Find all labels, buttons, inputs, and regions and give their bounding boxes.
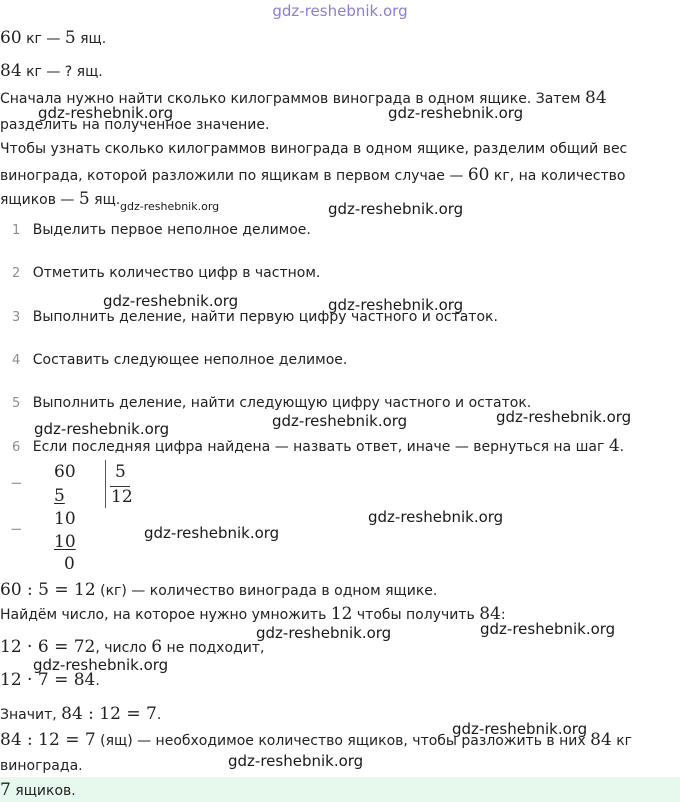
math-expression: 12 · 6 = 72 — [0, 637, 96, 657]
watermark: gdz-reshebnik.org — [496, 408, 632, 426]
watermark: gdz-reshebnik.org — [272, 412, 408, 430]
text: , число — [95, 640, 152, 656]
step-number: 1 — [12, 223, 21, 238]
minus-sign: − — [10, 474, 23, 492]
text: ящиков — — [0, 192, 79, 208]
minus-sign: − — [10, 520, 23, 538]
watermark: gdz-reshebnik.org — [328, 200, 464, 218]
text: кг — ? ящ. — [21, 64, 103, 80]
divisor: 5 — [115, 462, 126, 482]
math-num: 5 — [78, 189, 90, 209]
text: кг, на количество — [489, 168, 626, 184]
step-number: 2 — [12, 266, 21, 281]
text: . — [95, 673, 100, 689]
watermark: gdz-reshebnik.org — [33, 656, 169, 674]
watermark: gdz-reshebnik.org — [120, 200, 220, 213]
watermark: gdz-reshebnik.org — [452, 720, 588, 738]
therefore-line — [0, 704, 161, 724]
remainder-1: 10 — [54, 509, 76, 529]
math-num: 5 — [64, 28, 76, 48]
step-6 — [12, 436, 624, 456]
dividend: 60 — [54, 462, 76, 482]
math-num: 84 — [0, 61, 22, 81]
math-num: 4 — [608, 436, 620, 456]
paragraph-2-line-1: Чтобы узнать сколько килограммов винограда в одном ящике, разделим общий вес — [0, 141, 628, 157]
watermark: gdz-reshebnik.org — [388, 104, 524, 122]
step-text: Отметить количество цифр в частном. — [32, 265, 321, 281]
math-expression: 84 : 12 = 7 — [0, 730, 96, 750]
math-expression: 84 : 12 = 7 — [61, 704, 157, 724]
step-text: Составить следующее неполное делимое. — [32, 352, 348, 368]
watermark: gdz-reshebnik.org — [34, 420, 170, 438]
watermark: gdz-reshebnik.org — [256, 624, 392, 642]
quotient: 12 — [111, 487, 133, 507]
step-1 — [12, 222, 311, 238]
math-expression: 12 · 7 = 84 — [0, 670, 96, 690]
step-number: 3 — [12, 310, 21, 325]
step-5 — [12, 395, 531, 411]
math-num: 6 — [151, 637, 163, 657]
text: ящиков. — [10, 783, 76, 799]
math-expression: 60 : 5 = 12 — [0, 580, 96, 600]
watermark: gdz-reshebnik.org — [103, 292, 239, 310]
step-text: Если последняя цифра найдена — назвать ответ, иначе — вернуться на шаг — [32, 439, 609, 455]
step-number: 4 — [12, 353, 21, 368]
watermark: gdz-reshebnik.org — [228, 752, 364, 770]
watermark: gdz-reshebnik.org — [38, 104, 174, 122]
text: ящ. — [75, 31, 107, 47]
text: Значит, — [0, 707, 62, 723]
text: Сначала нужно найти сколько килограммов винограда в одном ящике. Затем — [0, 91, 586, 107]
text: винограда, которой разложили по ящикам в первом случае — — [0, 168, 468, 184]
math-num: 60 — [0, 28, 22, 48]
paragraph-2-line-3 — [0, 189, 120, 209]
step-text: Выполнить деление, найти следующую цифру частного и остаток. — [32, 395, 532, 411]
step-text: Выполнить деление, найти первую цифру частного и остаток. — [32, 309, 498, 325]
text: . — [619, 439, 625, 455]
step-2 — [12, 265, 320, 281]
text: кг — [611, 733, 633, 749]
text: Найдём число, на которое нужно умножить — [0, 607, 331, 623]
math-num: 84 — [479, 604, 501, 624]
text: (ящ) — необходимое количество ящиков, чтобы разложить в них — [95, 733, 591, 749]
text: чтобы получить — [352, 607, 480, 623]
subtrahend-1: 5 — [54, 486, 65, 506]
step-text: Выделить первое неполное делимое. — [32, 222, 311, 238]
paragraph-2-line-2 — [0, 165, 625, 185]
step-number: 5 — [12, 396, 21, 411]
find-number-text — [0, 604, 506, 624]
text: (кг) — количество винограда в одном ящике. — [95, 583, 438, 599]
paragraph-1-line-2: разделить на полученное значение. — [0, 117, 270, 133]
header-watermark[interactable]: gdz-reshebnik.org — [272, 2, 408, 20]
watermark: gdz-reshebnik.org — [144, 524, 280, 542]
step-number: 6 — [12, 440, 21, 455]
math-num: 12 — [330, 604, 353, 624]
watermark: gdz-reshebnik.org — [328, 296, 464, 314]
try-1 — [0, 637, 264, 657]
subtrahend-2: 10 — [54, 532, 76, 552]
division-bar — [105, 460, 106, 508]
answer-box — [0, 777, 680, 802]
final-remainder: 0 — [64, 554, 75, 574]
math-num: 60 — [467, 165, 490, 185]
text: . — [156, 707, 162, 723]
text: не подходит, — [162, 640, 265, 656]
condition-line-1 — [0, 28, 106, 48]
text: : — [500, 607, 506, 623]
result-1 — [0, 580, 437, 600]
math-num: 84 — [590, 730, 612, 750]
final-line-2: винограда. — [0, 758, 83, 774]
step-4 — [12, 352, 347, 368]
answer-text — [0, 780, 76, 800]
text: кг — — [21, 31, 65, 47]
condition-line-2 — [0, 61, 103, 81]
math-num: 7 — [0, 780, 11, 800]
text: ящ. — [89, 192, 121, 208]
watermark: gdz-reshebnik.org — [368, 508, 504, 526]
math-num: 84 — [585, 88, 607, 108]
watermark: gdz-reshebnik.org — [480, 620, 616, 638]
